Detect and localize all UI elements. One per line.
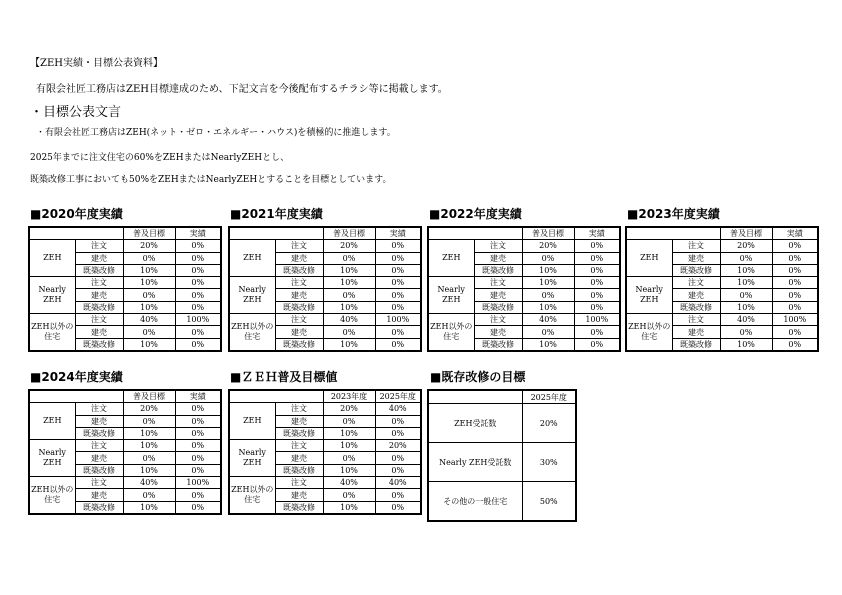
value-cell: 20% bbox=[720, 240, 772, 252]
value-cell: 100% bbox=[175, 477, 221, 489]
value-cell: 0% bbox=[772, 338, 818, 351]
table-header-row bbox=[29, 390, 221, 403]
category-cell: ZEH以外の住宅 bbox=[229, 314, 275, 351]
subtype-cell: 既築改修 bbox=[75, 501, 123, 514]
subtype-cell: 建売 bbox=[474, 326, 522, 338]
header-col-2: 実績 bbox=[772, 227, 818, 240]
goal-line-2: 2025年までに注文住宅の60%をZEHまたはNearlyZEHとし、 bbox=[30, 153, 290, 163]
header-col-1: 2023年度 bbox=[323, 390, 375, 403]
subtype-cell: 建売 bbox=[275, 489, 323, 501]
header-year: 2025年度 bbox=[522, 390, 576, 404]
table-row bbox=[428, 277, 620, 289]
table-row bbox=[229, 403, 421, 415]
category-cell: ZEH以外の住宅 bbox=[29, 477, 75, 514]
header-col-1: 普及目標 bbox=[123, 227, 175, 240]
header-blank bbox=[229, 390, 323, 403]
row-value: 30% bbox=[522, 443, 576, 482]
table-title: ■ＺＥＨ普及目標値 bbox=[230, 370, 338, 384]
table-row bbox=[428, 482, 576, 522]
value-cell: 10% bbox=[522, 338, 574, 351]
value-cell: 10% bbox=[720, 338, 772, 351]
value-cell: 10% bbox=[720, 301, 772, 313]
category-cell: ZEH以外の住宅 bbox=[229, 477, 275, 514]
subtype-cell: 注文 bbox=[474, 277, 522, 289]
subtype-cell: 注文 bbox=[275, 403, 323, 415]
header-col-1: 普及目標 bbox=[123, 390, 175, 403]
table-row bbox=[229, 440, 421, 452]
value-cell: 100% bbox=[772, 314, 818, 326]
table-header-row bbox=[428, 227, 620, 240]
section-heading: ・目標公表文言 bbox=[30, 105, 122, 120]
subtype-cell: 既築改修 bbox=[275, 427, 323, 439]
category-cell: ZEH bbox=[229, 240, 275, 277]
value-cell: 40% bbox=[323, 477, 375, 489]
row-label: Nearly ZEH受託数 bbox=[428, 443, 522, 482]
subtype-cell: 建売 bbox=[474, 252, 522, 264]
value-cell: 0% bbox=[772, 240, 818, 252]
value-cell: 0% bbox=[772, 277, 818, 289]
value-cell: 0% bbox=[574, 240, 620, 252]
table-header-row bbox=[229, 227, 421, 240]
table-header-row bbox=[229, 390, 421, 403]
value-cell: 10% bbox=[720, 264, 772, 276]
subtype-cell: 注文 bbox=[275, 240, 323, 252]
subtype-cell: 建売 bbox=[75, 326, 123, 338]
table-row bbox=[428, 443, 576, 482]
table-row bbox=[229, 277, 421, 289]
subtype-cell: 注文 bbox=[474, 314, 522, 326]
renovation-table-title: ■既存改修の目標 bbox=[430, 370, 526, 384]
results-table bbox=[625, 226, 819, 352]
value-cell: 0% bbox=[175, 338, 221, 351]
value-cell: 0% bbox=[375, 240, 421, 252]
value-cell: 0% bbox=[323, 289, 375, 301]
subtype-cell: 既築改修 bbox=[672, 338, 720, 351]
subtype-cell: 既築改修 bbox=[474, 338, 522, 351]
value-cell: 10% bbox=[323, 301, 375, 313]
value-cell: 0% bbox=[175, 489, 221, 501]
subtype-cell: 注文 bbox=[75, 240, 123, 252]
value-cell: 0% bbox=[175, 440, 221, 452]
table-header-row bbox=[29, 227, 221, 240]
value-cell: 0% bbox=[175, 501, 221, 514]
value-cell: 0% bbox=[375, 252, 421, 264]
category-cell: ZEH bbox=[626, 240, 672, 277]
value-cell: 0% bbox=[375, 277, 421, 289]
table-row bbox=[29, 403, 221, 415]
value-cell: 0% bbox=[522, 289, 574, 301]
value-cell: 10% bbox=[123, 501, 175, 514]
value-cell: 10% bbox=[323, 464, 375, 476]
results-table bbox=[28, 389, 222, 515]
table-row bbox=[29, 440, 221, 452]
value-cell: 0% bbox=[323, 326, 375, 338]
subtype-cell: 建売 bbox=[672, 289, 720, 301]
value-cell: 0% bbox=[123, 252, 175, 264]
value-cell: 0% bbox=[175, 403, 221, 415]
value-cell: 0% bbox=[574, 264, 620, 276]
subtype-cell: 注文 bbox=[672, 277, 720, 289]
value-cell: 0% bbox=[175, 252, 221, 264]
value-cell: 0% bbox=[375, 264, 421, 276]
header-blank bbox=[229, 227, 323, 240]
value-cell: 20% bbox=[522, 240, 574, 252]
value-cell: 0% bbox=[375, 301, 421, 313]
value-cell: 0% bbox=[375, 338, 421, 351]
value-cell: 10% bbox=[323, 440, 375, 452]
goal-line-3: 既築改修工事においても50%をZEHまたはNearlyZEHとすることを目標としています。 bbox=[30, 175, 392, 185]
value-cell: 0% bbox=[375, 427, 421, 439]
subtype-cell: 建売 bbox=[275, 326, 323, 338]
subtype-cell: 既築改修 bbox=[275, 464, 323, 476]
value-cell: 0% bbox=[574, 338, 620, 351]
value-cell: 10% bbox=[123, 264, 175, 276]
value-cell: 100% bbox=[375, 314, 421, 326]
category-cell: ZEH以外の住宅 bbox=[626, 314, 672, 351]
value-cell: 0% bbox=[175, 452, 221, 464]
header-col-2: 実績 bbox=[574, 227, 620, 240]
value-cell: 10% bbox=[123, 427, 175, 439]
subtype-cell: 注文 bbox=[75, 277, 123, 289]
subtype-cell: 建売 bbox=[75, 452, 123, 464]
table-row bbox=[29, 477, 221, 489]
value-cell: 10% bbox=[522, 301, 574, 313]
value-cell: 10% bbox=[522, 277, 574, 289]
value-cell: 0% bbox=[375, 452, 421, 464]
value-cell: 0% bbox=[175, 264, 221, 276]
category-cell: ZEH bbox=[29, 403, 75, 440]
category-cell: Nearly ZEH bbox=[229, 440, 275, 477]
category-cell: Nearly ZEH bbox=[428, 277, 474, 314]
goal-line-1: ・有限会社匠工務店はZEH(ネット・ゼロ・エネルギー・ハウス)を積極的に推進します。 bbox=[36, 128, 396, 138]
value-cell: 40% bbox=[323, 314, 375, 326]
header-blank bbox=[428, 390, 522, 404]
subtype-cell: 既築改修 bbox=[275, 501, 323, 514]
results-table bbox=[28, 226, 222, 352]
table-row bbox=[229, 240, 421, 252]
value-cell: 0% bbox=[574, 326, 620, 338]
value-cell: 0% bbox=[772, 252, 818, 264]
value-cell: 0% bbox=[175, 301, 221, 313]
value-cell: 0% bbox=[375, 326, 421, 338]
value-cell: 20% bbox=[323, 240, 375, 252]
subtype-cell: 建売 bbox=[275, 289, 323, 301]
subtype-cell: 建売 bbox=[474, 289, 522, 301]
subtype-cell: 既築改修 bbox=[672, 301, 720, 313]
header-col-1: 普及目標 bbox=[323, 227, 375, 240]
value-cell: 10% bbox=[323, 501, 375, 514]
value-cell: 0% bbox=[175, 326, 221, 338]
table-title: ■2020年度実績 bbox=[30, 207, 123, 221]
subtype-cell: 既築改修 bbox=[75, 464, 123, 476]
value-cell: 0% bbox=[772, 301, 818, 313]
value-cell: 10% bbox=[323, 277, 375, 289]
value-cell: 10% bbox=[123, 338, 175, 351]
table-row bbox=[29, 240, 221, 252]
value-cell: 10% bbox=[323, 338, 375, 351]
subtype-cell: 注文 bbox=[672, 314, 720, 326]
subtype-cell: 既築改修 bbox=[474, 264, 522, 276]
value-cell: 10% bbox=[123, 464, 175, 476]
subtype-cell: 注文 bbox=[275, 440, 323, 452]
subtype-cell: 建売 bbox=[672, 326, 720, 338]
header-blank bbox=[428, 227, 522, 240]
subtype-cell: 注文 bbox=[75, 440, 123, 452]
value-cell: 0% bbox=[574, 289, 620, 301]
table-header-row bbox=[428, 390, 576, 404]
value-cell: 0% bbox=[175, 289, 221, 301]
subtype-cell: 既築改修 bbox=[672, 264, 720, 276]
value-cell: 0% bbox=[772, 289, 818, 301]
value-cell: 20% bbox=[123, 403, 175, 415]
value-cell: 40% bbox=[522, 314, 574, 326]
value-cell: 0% bbox=[175, 464, 221, 476]
value-cell: 0% bbox=[123, 452, 175, 464]
value-cell: 10% bbox=[123, 301, 175, 313]
value-cell: 10% bbox=[522, 264, 574, 276]
value-cell: 20% bbox=[323, 403, 375, 415]
table-row bbox=[428, 240, 620, 252]
table-row bbox=[626, 240, 818, 252]
value-cell: 40% bbox=[375, 477, 421, 489]
value-cell: 0% bbox=[123, 415, 175, 427]
value-cell: 0% bbox=[574, 252, 620, 264]
subtype-cell: 既築改修 bbox=[474, 301, 522, 313]
results-table bbox=[228, 226, 422, 352]
value-cell: 10% bbox=[323, 264, 375, 276]
value-cell: 10% bbox=[720, 277, 772, 289]
subtype-cell: 建売 bbox=[672, 252, 720, 264]
value-cell: 40% bbox=[375, 403, 421, 415]
results-table bbox=[427, 226, 621, 352]
header-blank bbox=[29, 390, 123, 403]
table-row bbox=[229, 314, 421, 326]
table-title: ■2021年度実績 bbox=[230, 207, 323, 221]
header-col-1: 普及目標 bbox=[720, 227, 772, 240]
subtype-cell: 既築改修 bbox=[275, 301, 323, 313]
header-blank bbox=[29, 227, 123, 240]
renovation-table bbox=[427, 389, 577, 522]
table-row bbox=[29, 277, 221, 289]
value-cell: 0% bbox=[175, 240, 221, 252]
subtype-cell: 注文 bbox=[75, 403, 123, 415]
value-cell: 0% bbox=[323, 489, 375, 501]
subtype-cell: 建売 bbox=[275, 252, 323, 264]
header-col-2: 実績 bbox=[175, 227, 221, 240]
value-cell: 0% bbox=[522, 326, 574, 338]
value-cell: 0% bbox=[574, 277, 620, 289]
row-label: ZEH受託数 bbox=[428, 404, 522, 443]
value-cell: 20% bbox=[375, 440, 421, 452]
subtype-cell: 建売 bbox=[275, 452, 323, 464]
row-value: 20% bbox=[522, 404, 576, 443]
value-cell: 0% bbox=[772, 326, 818, 338]
header-col-2: 実績 bbox=[175, 390, 221, 403]
subtype-cell: 建売 bbox=[75, 252, 123, 264]
value-cell: 0% bbox=[123, 489, 175, 501]
subtype-cell: 建売 bbox=[75, 289, 123, 301]
subtype-cell: 注文 bbox=[474, 240, 522, 252]
category-cell: ZEH bbox=[428, 240, 474, 277]
table-row bbox=[29, 314, 221, 326]
value-cell: 0% bbox=[323, 452, 375, 464]
value-cell: 40% bbox=[720, 314, 772, 326]
row-label: その他の一般住宅 bbox=[428, 482, 522, 522]
header-col-1: 普及目標 bbox=[522, 227, 574, 240]
header-col-2: 2025年度 bbox=[375, 390, 421, 403]
category-cell: ZEH以外の住宅 bbox=[29, 314, 75, 351]
category-cell: Nearly ZEH bbox=[29, 277, 75, 314]
subtype-cell: 既築改修 bbox=[275, 264, 323, 276]
category-cell: ZEH bbox=[229, 403, 275, 440]
subtype-cell: 注文 bbox=[275, 277, 323, 289]
row-value: 50% bbox=[522, 482, 576, 522]
value-cell: 20% bbox=[123, 240, 175, 252]
subtype-cell: 既築改修 bbox=[75, 427, 123, 439]
category-cell: Nearly ZEH bbox=[626, 277, 672, 314]
value-cell: 0% bbox=[772, 264, 818, 276]
table-title: ■2024年度実績 bbox=[30, 370, 123, 384]
results-table bbox=[228, 389, 422, 515]
value-cell: 10% bbox=[123, 440, 175, 452]
value-cell: 0% bbox=[123, 289, 175, 301]
table-row bbox=[626, 314, 818, 326]
header-blank bbox=[626, 227, 720, 240]
value-cell: 40% bbox=[123, 314, 175, 326]
table-row bbox=[229, 477, 421, 489]
subtype-cell: 注文 bbox=[75, 314, 123, 326]
category-cell: Nearly ZEH bbox=[29, 440, 75, 477]
value-cell: 0% bbox=[720, 252, 772, 264]
table-title: ■2022年度実績 bbox=[429, 207, 522, 221]
value-cell: 10% bbox=[123, 277, 175, 289]
category-cell: ZEH以外の住宅 bbox=[428, 314, 474, 351]
value-cell: 40% bbox=[123, 477, 175, 489]
subtype-cell: 注文 bbox=[275, 314, 323, 326]
subtype-cell: 既築改修 bbox=[75, 338, 123, 351]
value-cell: 0% bbox=[323, 415, 375, 427]
value-cell: 0% bbox=[175, 415, 221, 427]
subtype-cell: 既築改修 bbox=[75, 301, 123, 313]
table-row bbox=[428, 314, 620, 326]
intro-text: 有限会社匠工務店はZEH目標達成のため、下記文言を今後配布するチラシ等に掲載します。 bbox=[36, 84, 448, 95]
value-cell: 0% bbox=[175, 277, 221, 289]
value-cell: 0% bbox=[375, 501, 421, 514]
subtype-cell: 建売 bbox=[75, 415, 123, 427]
value-cell: 10% bbox=[323, 427, 375, 439]
subtype-cell: 注文 bbox=[75, 477, 123, 489]
value-cell: 0% bbox=[175, 427, 221, 439]
subtype-cell: 既築改修 bbox=[275, 338, 323, 351]
subtype-cell: 建売 bbox=[275, 415, 323, 427]
table-header-row bbox=[626, 227, 818, 240]
value-cell: 0% bbox=[375, 289, 421, 301]
value-cell: 0% bbox=[375, 415, 421, 427]
category-cell: ZEH bbox=[29, 240, 75, 277]
value-cell: 0% bbox=[375, 464, 421, 476]
value-cell: 0% bbox=[574, 301, 620, 313]
value-cell: 0% bbox=[123, 326, 175, 338]
value-cell: 0% bbox=[720, 289, 772, 301]
value-cell: 100% bbox=[574, 314, 620, 326]
value-cell: 0% bbox=[375, 489, 421, 501]
value-cell: 100% bbox=[175, 314, 221, 326]
value-cell: 0% bbox=[323, 252, 375, 264]
subtype-cell: 建売 bbox=[75, 489, 123, 501]
table-row bbox=[626, 277, 818, 289]
subtype-cell: 既築改修 bbox=[75, 264, 123, 276]
document-header: 【ZEH実績・目標公表資料】 bbox=[30, 58, 163, 69]
table-title: ■2023年度実績 bbox=[627, 207, 720, 221]
table-row bbox=[428, 404, 576, 443]
value-cell: 0% bbox=[720, 326, 772, 338]
value-cell: 0% bbox=[522, 252, 574, 264]
category-cell: Nearly ZEH bbox=[229, 277, 275, 314]
subtype-cell: 注文 bbox=[672, 240, 720, 252]
header-col-2: 実績 bbox=[375, 227, 421, 240]
subtype-cell: 注文 bbox=[275, 477, 323, 489]
